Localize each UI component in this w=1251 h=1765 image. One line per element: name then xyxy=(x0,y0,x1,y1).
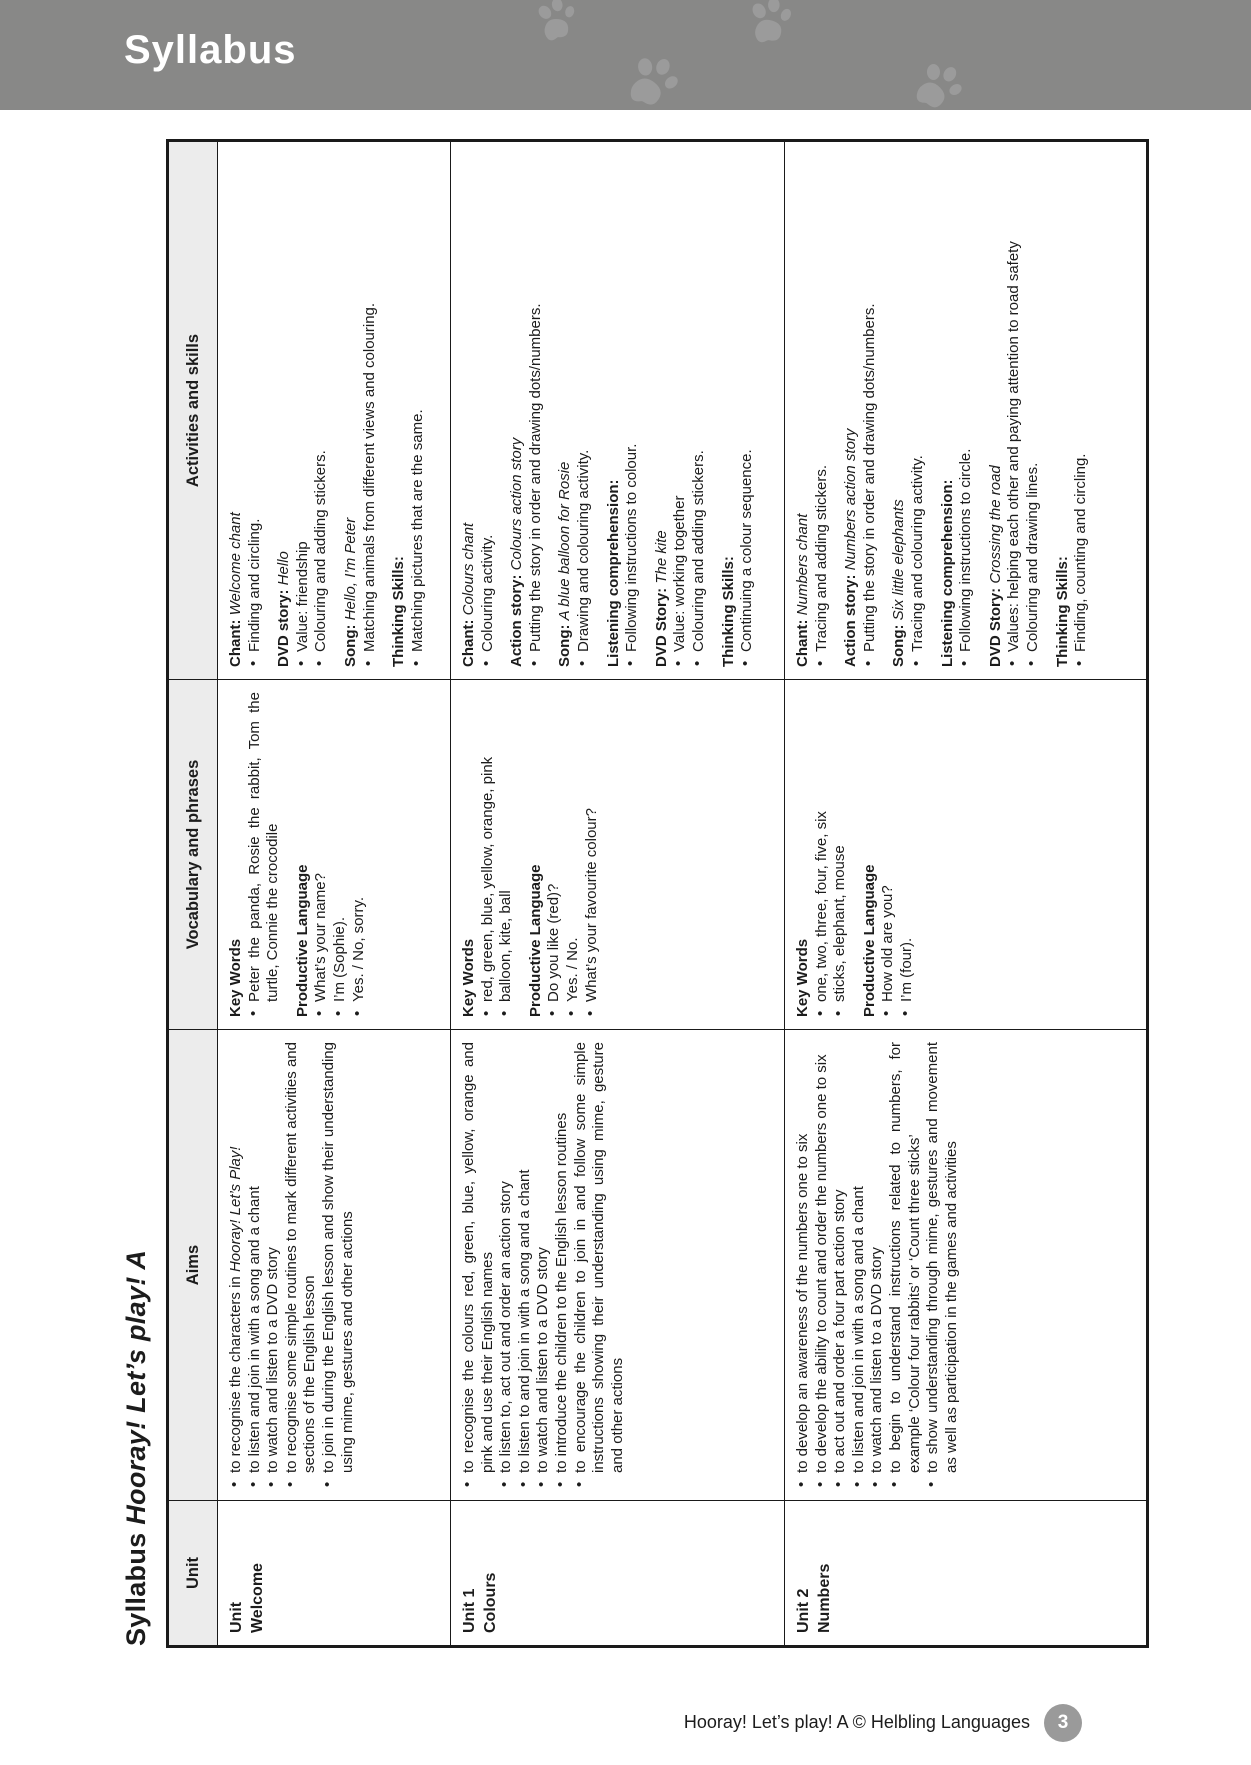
activity-type-label: Thinking Skills: xyxy=(390,556,408,667)
activity-type-label: Chant: xyxy=(794,619,811,667)
column-header-activities-and-skills: Activities and skills xyxy=(168,141,218,680)
page-title-italic: Hooray! Let’s play! A xyxy=(121,1249,151,1525)
activity-type-label: DVD Story: xyxy=(652,587,670,667)
activity-title: Numbers action story xyxy=(842,428,860,571)
italic-text: Hooray! Let’s Play! xyxy=(227,1146,244,1273)
rotated-table-block xyxy=(121,140,1161,1648)
activities-section xyxy=(1054,154,1091,667)
vocabulary-section-heading: Productive Language xyxy=(526,864,544,1017)
activities-bullet-item: • Value: friendship xyxy=(294,154,313,667)
table-row xyxy=(785,141,1148,1647)
aims-bullet-item: • to introduce the children to the English lesson routines xyxy=(553,1042,572,1488)
aims-bullet-item: • to develop the ability to count and order the numbers one to six xyxy=(813,1042,832,1488)
unit-label: Numbers xyxy=(815,1563,833,1633)
aims-bullet-item: • to begin to understand instructions related to numbers, for example ‘Colour four rabbits’ or ‘Count three sticks’ xyxy=(887,1042,924,1488)
aims-bullet-item: • to recognise the colours red, green, blue, yellow, orange and pink and use their English names xyxy=(460,1042,497,1488)
vocabulary-bullet-item: • What’s your name? xyxy=(312,692,331,1017)
activity-title: The kite xyxy=(652,530,670,584)
activities-section-heading xyxy=(605,154,624,667)
paw-print-icon xyxy=(620,47,685,112)
activity-title: A blue balloon for Rosie xyxy=(556,461,574,621)
table-row xyxy=(218,141,451,1647)
vocabulary-bullet-item: • How old are you? xyxy=(879,692,898,1017)
vocabulary-section-heading: Key Words xyxy=(794,938,811,1017)
vocabulary-bullet-item: • Peter the panda, Rosie the rabbit, Tom the turtle, Connie the crocodile xyxy=(246,692,283,1017)
activities-section-heading xyxy=(508,154,527,667)
vocabulary-section-heading: Key Words xyxy=(227,938,244,1017)
activities-section-heading xyxy=(987,154,1006,667)
activity-type-label: Chant: xyxy=(227,619,244,667)
aims-bullet-item: • to encourage the children to join in and follow some simple instructions showing their understanding using mime, gesture and other actions xyxy=(572,1042,628,1488)
activities-section-heading xyxy=(342,154,361,667)
activities-section-heading xyxy=(890,154,909,667)
activities-section-heading xyxy=(460,154,479,667)
vocabulary-bullet-item: • I’m (Sophie). xyxy=(331,692,350,1017)
activities-section xyxy=(794,154,831,667)
activity-title: Colours chant xyxy=(460,522,477,616)
column-header-unit: Unit xyxy=(168,1501,218,1647)
activities-section-heading xyxy=(939,154,958,667)
activities-cell xyxy=(218,141,451,680)
vocabulary-cell xyxy=(785,680,1148,1030)
activities-section-heading xyxy=(653,154,672,667)
paw-print-icon xyxy=(906,52,971,117)
activities-section xyxy=(227,154,264,667)
activity-type-label: Thinking Skills: xyxy=(719,556,737,667)
activities-cell xyxy=(785,141,1148,680)
footer-credit: Hooray! Let’s play! A © Helbling Languages xyxy=(683,1712,1030,1732)
activities-section-heading xyxy=(1054,154,1073,667)
activities-bullet-item: • Colouring activity. xyxy=(479,154,498,667)
paw-print-icon xyxy=(528,0,583,46)
vocabulary-section xyxy=(527,692,601,1017)
activities-section xyxy=(342,154,379,667)
vocabulary-section xyxy=(460,692,516,1017)
activity-title: Hello, I’m Peter xyxy=(341,517,359,621)
activities-section-heading xyxy=(794,154,813,667)
activities-section xyxy=(556,154,593,667)
activities-bullet-item: • Tracing and colouring activity. xyxy=(909,154,928,667)
activities-bullet-item: • Colouring and adding stickers. xyxy=(690,154,709,667)
page-banner-title: Syllabus xyxy=(124,28,297,72)
activities-section xyxy=(890,154,927,667)
header-banner xyxy=(0,0,1251,110)
aims-bullet-item: • to listen and join in with a song and a chant xyxy=(246,1042,265,1488)
vocabulary-section-heading: Productive Language xyxy=(293,864,311,1017)
activities-cell xyxy=(451,141,785,680)
activities-bullet-item: • Values: helping each other and paying attention to road safety xyxy=(1005,154,1024,667)
activities-section xyxy=(842,154,879,667)
aims-bullet-item: • to join in during the English lesson and show their understanding using mime, gestures and other actions xyxy=(320,1042,357,1488)
activity-title: Hello xyxy=(275,551,293,586)
page-number: 3 xyxy=(1057,1712,1069,1733)
activity-type-label: Listening comprehension: xyxy=(938,479,956,667)
page-number-badge xyxy=(1044,1704,1082,1742)
activities-bullet-item: • Colouring and drawing lines. xyxy=(1024,154,1043,667)
header-row xyxy=(168,141,218,1647)
aims-cell xyxy=(218,1030,451,1501)
activities-bullet-item: • Following instructions to circle. xyxy=(957,154,976,667)
column-header-vocabulary-and-phrases: Vocabulary and phrases xyxy=(168,680,218,1030)
aims-bullet-item: • to watch and listen to a DVD story xyxy=(264,1042,283,1488)
activity-title: Crossing the road xyxy=(986,465,1004,584)
activities-section-heading xyxy=(275,154,294,667)
activity-type-label: Song: xyxy=(341,624,359,667)
activities-section-heading xyxy=(720,154,739,667)
activity-title: Colours action story xyxy=(508,437,526,571)
unit-label: Unit 1 xyxy=(461,1588,478,1633)
activities-bullet-item: • Matching pictures that are the same. xyxy=(409,154,428,667)
activities-section xyxy=(939,154,976,667)
activities-bullet-item: • Finding and circling. xyxy=(246,154,265,667)
activity-title: Six little elephants xyxy=(890,499,908,621)
activity-type-label: Thinking Skills: xyxy=(1053,556,1071,667)
activities-section xyxy=(508,154,545,667)
vocabulary-cell xyxy=(451,680,785,1030)
unit-cell xyxy=(785,1501,1148,1647)
aims-cell xyxy=(451,1030,785,1501)
activity-type-label: Action story: xyxy=(508,574,526,667)
activity-type-label: Song: xyxy=(890,624,908,667)
paw-print-icon xyxy=(743,0,797,46)
vocabulary-bullet-item: • balloon, kite, ball xyxy=(497,692,516,1017)
aims-bullet-item: • to show understanding through mime, gestures and movement as well as participation in the games and activities xyxy=(924,1042,961,1488)
activities-bullet-item: • Following instructions to colour. xyxy=(623,154,642,667)
table-header-row xyxy=(168,141,218,1647)
activity-title: Welcome chant xyxy=(227,512,244,616)
column-header-aims: Aims xyxy=(168,1030,218,1501)
activity-type-label: Listening comprehension: xyxy=(604,479,622,667)
aims-bullet-item: • to watch and listen to a DVD story xyxy=(868,1042,887,1488)
activities-bullet-item: • Drawing and colouring activity. xyxy=(575,154,594,667)
vocabulary-section-heading: Productive Language xyxy=(860,864,878,1017)
activity-type-label: DVD Story: xyxy=(986,587,1004,667)
aims-bullet-item: • to listen and join in with a song and a chant xyxy=(850,1042,869,1488)
vocabulary-section xyxy=(794,692,850,1017)
vocabulary-section xyxy=(294,692,368,1017)
activity-type-label: Action story: xyxy=(842,574,860,667)
activities-bullet-item: • Tracing and adding stickers. xyxy=(813,154,832,667)
aims-bullet-item: • to develop an awareness of the numbers one to six xyxy=(794,1042,813,1488)
unit-label: Unit 2 xyxy=(795,1588,812,1633)
unit-cell xyxy=(451,1501,785,1647)
activity-type-label: Song: xyxy=(556,624,574,667)
vocabulary-bullet-item: • Yes. / No. xyxy=(564,692,583,1017)
activities-section xyxy=(653,154,709,667)
activities-section xyxy=(390,154,427,667)
vocabulary-cell xyxy=(218,680,451,1030)
syllabus-table xyxy=(166,139,1149,1648)
activities-section-heading xyxy=(227,154,246,667)
aims-bullet-item: • to listen to, act out and order an action story xyxy=(497,1042,516,1488)
activity-type-label: Chant: xyxy=(460,619,477,667)
activities-bullet-item: • Continuing a colour sequence. xyxy=(738,154,757,667)
activities-bullet-item: • Putting the story in order and drawing dots/numbers. xyxy=(527,154,546,667)
activity-title: Numbers chant xyxy=(794,513,811,616)
unit-label: Welcome xyxy=(248,1563,266,1633)
aims-bullet-item: • to listen to and join in with a song and a chant xyxy=(516,1042,535,1488)
vocabulary-bullet-item: • red, green, blue, yellow, orange, pink xyxy=(479,692,498,1017)
aims-bullet-item: • to act out and order a four part action story xyxy=(831,1042,850,1488)
activities-section xyxy=(720,154,757,667)
unit-label: Colours xyxy=(481,1572,499,1633)
unit-label: Unit xyxy=(228,1601,245,1633)
activities-bullet-item: • Matching animals from different views and colouring. xyxy=(361,154,380,667)
vocabulary-bullet-item: • What’s your favourite colour? xyxy=(583,692,602,1017)
vocabulary-bullet-item: • sticks, elephant, mouse xyxy=(831,692,850,1017)
activities-section xyxy=(275,154,331,667)
vocabulary-bullet-item: • I’m (four). xyxy=(898,692,917,1017)
activities-section-heading xyxy=(556,154,575,667)
activities-bullet-item: • Colouring and adding stickers. xyxy=(312,154,331,667)
activities-bullet-item: • Value: working together xyxy=(671,154,690,667)
aims-bullet-item: • to recognise the characters in Hooray! Let’s Play! xyxy=(227,1042,246,1488)
activities-bullet-item: • Putting the story in order and drawing dots/numbers. xyxy=(861,154,880,667)
activity-type-label: DVD story: xyxy=(275,589,293,667)
activities-section-heading xyxy=(842,154,861,667)
table-body xyxy=(218,141,1148,1647)
table-row xyxy=(451,141,785,1647)
vocabulary-bullet-item: • Yes. / No, sorry. xyxy=(350,692,369,1017)
activities-section xyxy=(460,154,497,667)
vocabulary-section xyxy=(861,692,917,1017)
activities-bullet-item: • Finding, counting and circling. xyxy=(1072,154,1091,667)
page-title-regular: Syllabus xyxy=(121,1524,151,1646)
aims-bullet-item: • to watch and listen to a DVD story xyxy=(534,1042,553,1488)
activities-section xyxy=(987,154,1043,667)
page-title xyxy=(121,140,152,1646)
aims-cell xyxy=(785,1030,1148,1501)
vocabulary-section xyxy=(227,692,283,1017)
activities-section xyxy=(605,154,642,667)
activities-section-heading xyxy=(390,154,409,667)
vocabulary-bullet-item: • one, two, three, four, five, six xyxy=(813,692,832,1017)
vocabulary-bullet-item: • Do you like (red)? xyxy=(545,692,564,1017)
unit-cell xyxy=(218,1501,451,1647)
aims-bullet-item: • to recognise some simple routines to mark different activities and sections of the English lesson xyxy=(283,1042,320,1488)
vocabulary-section-heading: Key Words xyxy=(460,938,477,1017)
